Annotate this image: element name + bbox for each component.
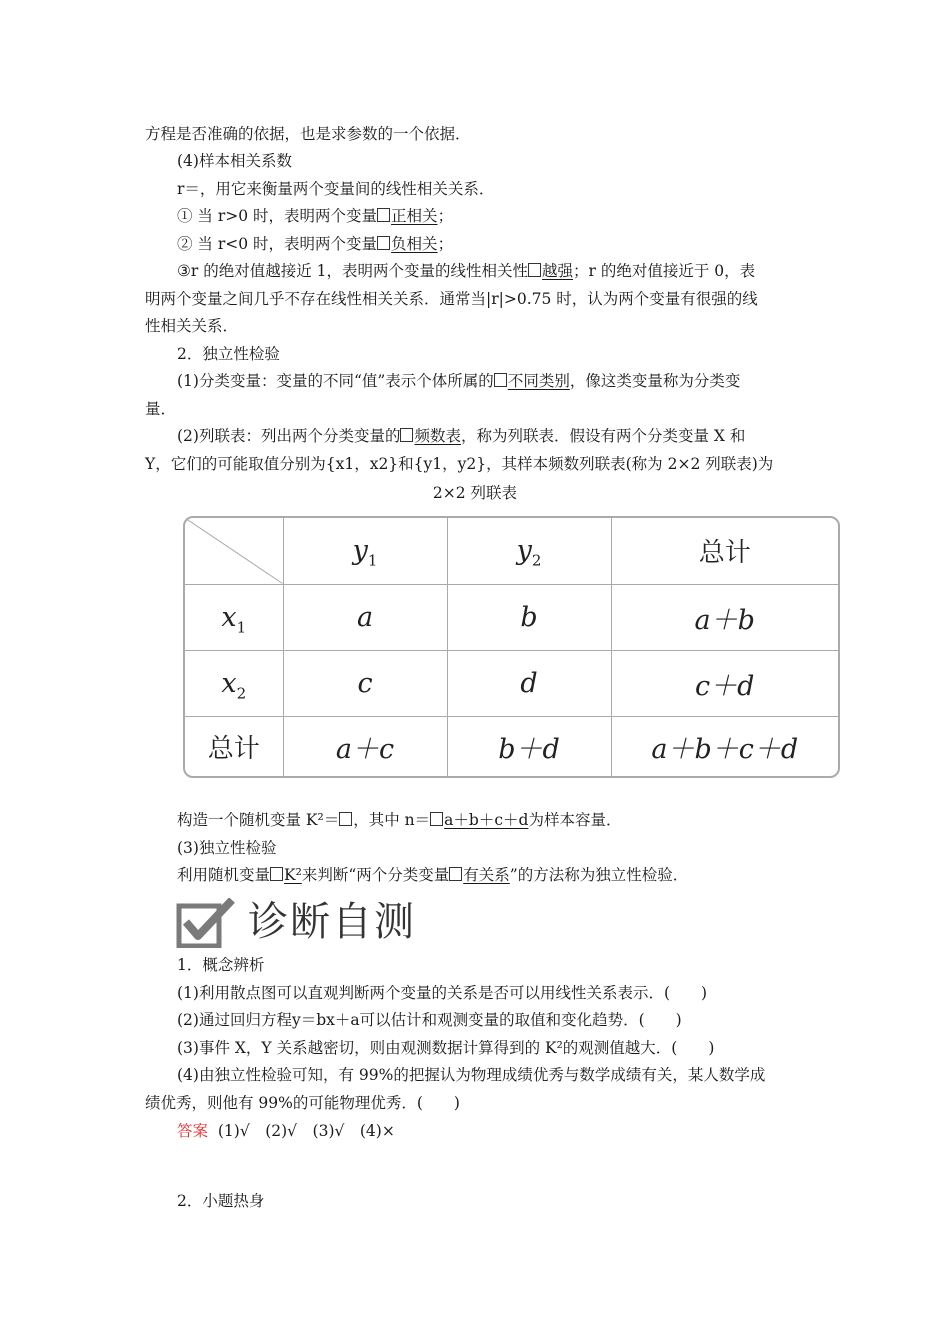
subheading-correlation-coefficient: (4)样本相关系数	[177, 152, 292, 170]
text-fragment: 为样本容量．	[528, 811, 622, 829]
fill-blank-answer	[449, 866, 510, 884]
text-line	[177, 371, 740, 391]
fill-blank-answer	[528, 262, 573, 280]
text-fragment: 构造一个随机变量 K²＝	[177, 811, 340, 829]
row-header-x1: $x_1$	[185, 584, 283, 650]
blank-box-icon	[400, 428, 413, 442]
blank-box-icon	[270, 867, 283, 881]
table-cell: c	[283, 650, 447, 716]
fill-blank-answer	[494, 372, 570, 390]
section-title: 诊断自测	[248, 899, 416, 945]
text-line: Y，它们的可能取值分别为{x1，x2}和{y1，y2}，其样本频数列联表(称为 2×2 列联表)为	[145, 455, 774, 473]
answer-text: 负相关	[391, 235, 438, 253]
text-fragment: ③r 的绝对值越接近 1，表明两个变量的线性相关性	[177, 262, 529, 280]
text-fragment: 利用随机变量	[177, 866, 271, 884]
text-fragment: ，其中 n＝	[353, 811, 431, 829]
header-cell-total: 总计	[611, 518, 838, 584]
row-header-total: 总计	[185, 716, 283, 776]
answer-text: (1)√ (2)√ (3)√ (4)×	[217, 1122, 395, 1140]
answer-text: K²	[284, 866, 302, 884]
blank-box-icon	[449, 867, 462, 881]
text-fragment: ；	[437, 207, 454, 225]
text-line: 性相关关系．	[145, 317, 239, 335]
question-item: (2)通过回归方程y＝bx＋a可以估计和观测变量的取值和变化趋势．( )	[177, 1011, 682, 1029]
text-fragment: (1)分类变量：变量的不同“值”表示个体所属的	[177, 372, 494, 390]
blank-box-icon	[528, 263, 541, 277]
table-caption: 2×2 列联表	[432, 484, 518, 502]
table-cell: d	[447, 650, 611, 716]
question-heading: 2．小题热身	[177, 1192, 265, 1210]
blank-box-icon	[494, 373, 507, 387]
text-line	[177, 234, 453, 254]
text-fragment: ② 当 r<0 时，表明两个变量	[177, 235, 378, 253]
text-fragment: 来判断“两个分类变量	[301, 866, 450, 884]
answer-text: a＋b＋c＋d	[444, 811, 529, 829]
text-fragment: ，像这类变量称为分类变	[569, 372, 741, 390]
row-header-x2: $x_2$	[185, 650, 283, 716]
section-heading-independence-test: 2．独立性检验	[177, 345, 280, 363]
subheading-independence-test: (3)独立性检验	[177, 839, 277, 857]
blank-box-icon	[377, 236, 390, 250]
fill-blank-answer	[270, 866, 302, 884]
text-fragment: (2)列联表：列出两个分类变量的	[177, 427, 401, 445]
checkbox-check-icon	[176, 898, 236, 948]
text-fragment: ，称为列联表．假设有两个分类变量 X 和	[460, 427, 746, 445]
section-header	[176, 896, 436, 948]
text-line: r＝，用它来衡量两个变量间的线性相关关系．	[177, 180, 495, 198]
text-line: 方程是否准确的依据，也是求参数的一个依据．	[145, 125, 471, 143]
table-cell: a＋b	[611, 584, 838, 650]
answer-text: 越强	[542, 262, 574, 280]
text-fragment: ① 当 r>0 时，表明两个变量	[177, 207, 378, 225]
question-item-continued: 绩优秀，则他有 99%的可能物理优秀．( )	[145, 1094, 460, 1112]
fill-blank-answer	[400, 427, 461, 445]
fill-blank-answer	[430, 811, 528, 829]
table-cell: b	[447, 584, 611, 650]
text-line	[177, 261, 755, 281]
text-line: 量．	[145, 400, 177, 418]
answer-text: 频数表	[414, 427, 461, 445]
text-fragment: ；r 的绝对值接近于 0，表	[573, 262, 756, 280]
text-line	[177, 426, 745, 446]
header-cell-y2: $y_2$	[447, 518, 611, 584]
table-cell: a	[283, 584, 447, 650]
question-item: (1)利用散点图可以直观判断两个变量的关系是否可以用线性关系表示．( )	[177, 984, 708, 1002]
answer-label: 答案	[177, 1122, 209, 1140]
text-line	[177, 810, 621, 830]
table-cell: b＋d	[447, 716, 611, 776]
answer-text: 不同类别	[507, 372, 570, 390]
text-fragment: ；	[437, 235, 454, 253]
table-cell: a＋c	[283, 716, 447, 776]
answer-text: 正相关	[391, 207, 438, 225]
blank-box-icon	[430, 812, 443, 826]
text-line	[177, 865, 688, 885]
question-item: (3)事件 X，Y 关系越密切，则由观测数据计算得到的 K²的观测值越大．( )	[177, 1039, 715, 1057]
question-heading: 1．概念辨析	[177, 956, 265, 974]
text-line	[177, 206, 453, 226]
header-cell-y1: $y_1$	[283, 518, 447, 584]
question-item: (4)由独立性检验可知，有 99%的把握认为物理成绩优秀与数学成绩有关，某人数学成	[177, 1066, 766, 1084]
fill-blank-answer	[377, 235, 438, 253]
blank-box-icon	[339, 812, 352, 826]
table-cell: a＋b＋c＋d	[611, 716, 838, 776]
fill-blank-answer	[377, 207, 438, 225]
text-fragment: ”的方法称为独立性检验．	[509, 866, 689, 884]
diagonal-header-cell	[185, 518, 283, 584]
blank-box-icon	[377, 208, 390, 222]
diagonal-line-icon	[185, 518, 283, 584]
contingency-table	[183, 516, 840, 778]
answer-line	[177, 1121, 395, 1141]
table-cell: c＋d	[611, 650, 838, 716]
answer-text: 有关系	[463, 866, 510, 884]
text-line: 明两个变量之间几乎不存在线性相关关系．通常当|r|>0.75 时，认为两个变量有很强的线	[145, 290, 758, 308]
